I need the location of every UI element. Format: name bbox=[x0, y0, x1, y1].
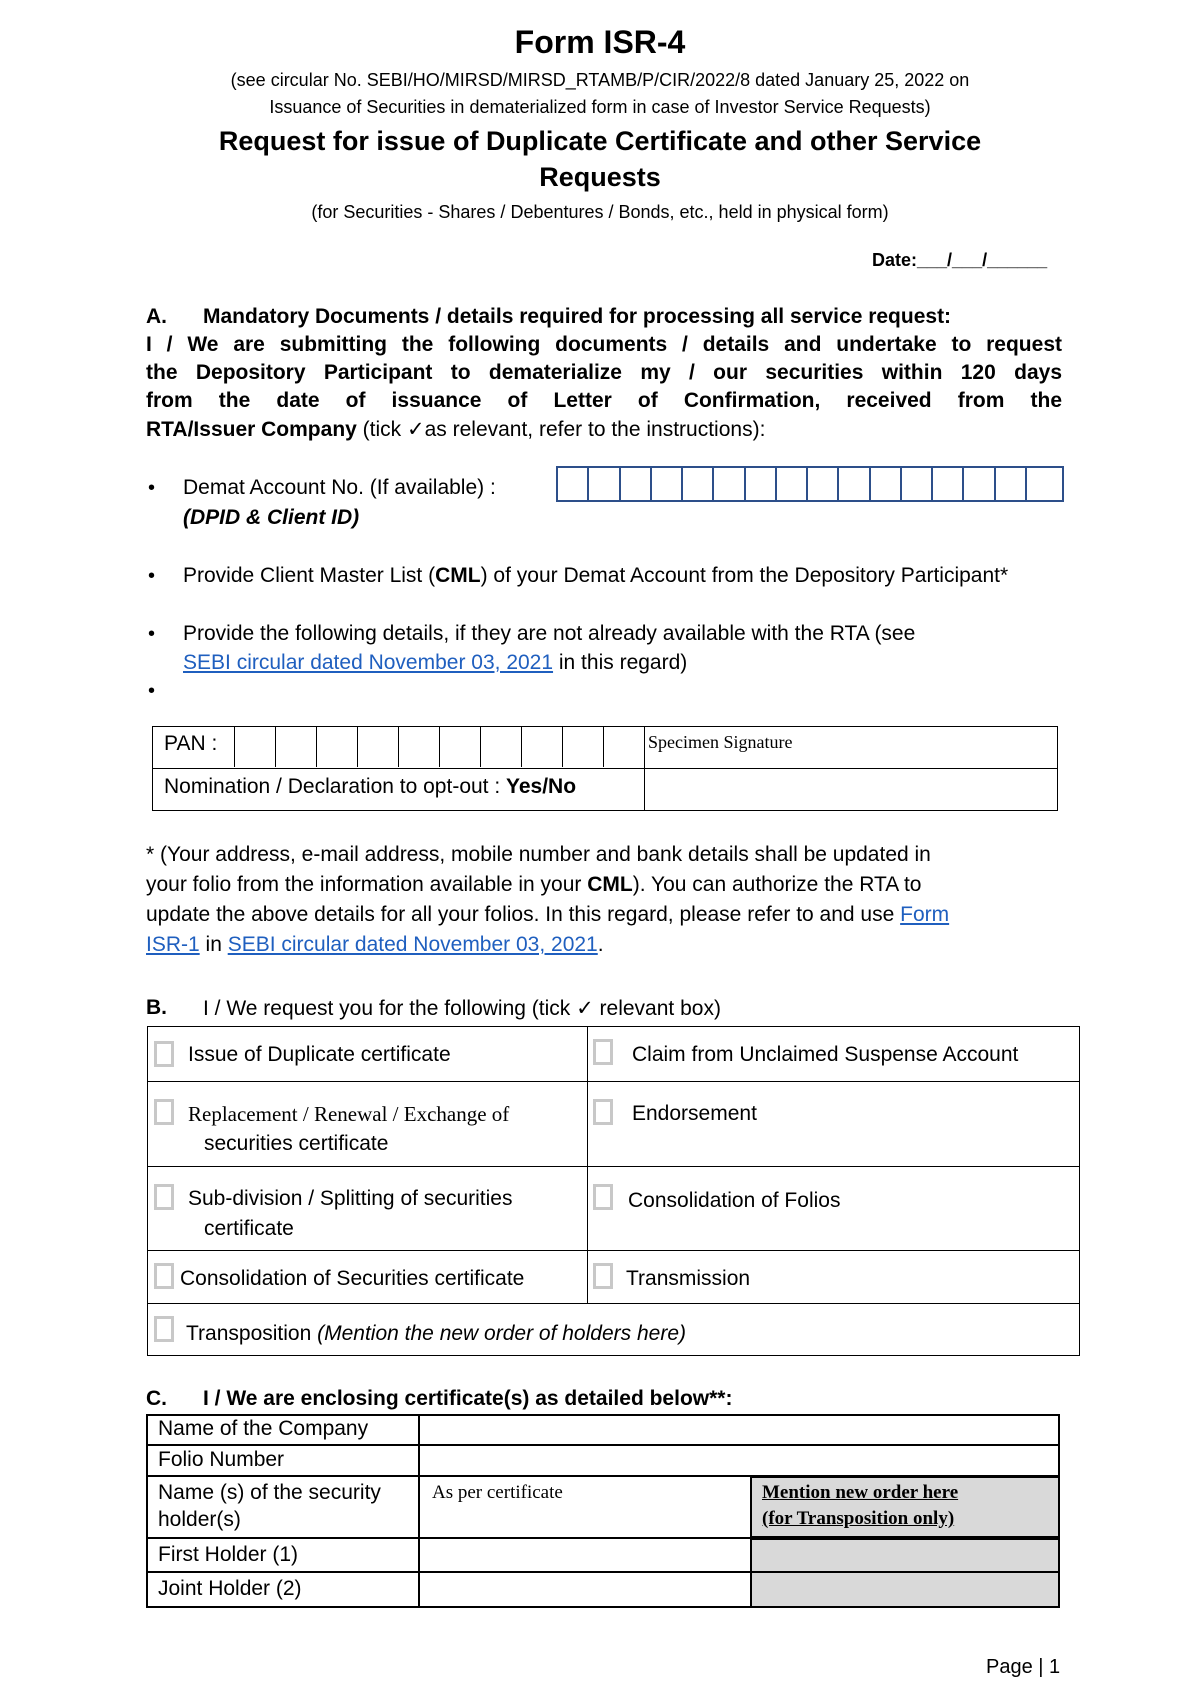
holders-label-2: holder(s) bbox=[158, 1508, 241, 1531]
holders-label-1: Name (s) of the security bbox=[158, 1481, 381, 1504]
checkbox-icon bbox=[593, 1184, 613, 1210]
endorsement-label: Endorsement bbox=[632, 1102, 757, 1125]
consolidation-certificate-label: Consolidation of Securities certificate bbox=[180, 1267, 525, 1290]
nomination-yes-no: Yes/No bbox=[506, 775, 577, 798]
isr1-link[interactable]: ISR-1 bbox=[146, 933, 200, 956]
certificate-details-table bbox=[146, 1414, 1060, 1608]
folio-number-label: Folio Number bbox=[158, 1448, 285, 1471]
pan-char-box[interactable] bbox=[439, 727, 480, 767]
checkbox-icon bbox=[154, 1184, 174, 1210]
section-a-line-4 bbox=[146, 417, 765, 442]
first-holder-label: First Holder (1) bbox=[158, 1543, 299, 1566]
transposition-field bbox=[186, 1322, 686, 1346]
mention-order-label-1: Mention new order here bbox=[762, 1482, 959, 1503]
signature-row-divider bbox=[644, 768, 1058, 769]
demat-digit-box[interactable] bbox=[933, 468, 964, 500]
note-4-mid: in bbox=[199, 933, 228, 956]
demat-digit-box[interactable] bbox=[996, 468, 1027, 500]
specimen-signature-label: Specimen Signature bbox=[648, 732, 793, 752]
bullet-dot-3: • bbox=[148, 623, 156, 645]
demat-digit-box[interactable] bbox=[839, 468, 870, 500]
company-name-label: Name of the Company bbox=[158, 1417, 369, 1440]
demat-digit-box[interactable] bbox=[714, 468, 745, 500]
nomination-field[interactable] bbox=[164, 775, 576, 799]
pan-char-box[interactable] bbox=[234, 727, 275, 767]
section-b-letter: B. bbox=[146, 996, 167, 1019]
pan-char-box[interactable] bbox=[275, 727, 316, 767]
note-line-3 bbox=[146, 903, 949, 927]
consolidation-folios-label: Consolidation of Folios bbox=[628, 1189, 841, 1212]
demat-digit-box[interactable] bbox=[558, 468, 589, 500]
cert-row-divider-2 bbox=[146, 1475, 1060, 1477]
sebi-circular-link[interactable]: SEBI circular dated November 03, 2021 bbox=[183, 651, 554, 674]
subtitle-line-1: Request for issue of Duplicate Certificate and other Service bbox=[218, 126, 982, 156]
demat-account-label: Demat Account No. (If available) : bbox=[183, 476, 496, 499]
pan-char-box[interactable] bbox=[357, 727, 398, 767]
unclaimed-checkbox[interactable] bbox=[593, 1039, 613, 1065]
subdivision-checkbox[interactable] bbox=[154, 1184, 174, 1210]
transmission-label: Transmission bbox=[626, 1267, 751, 1290]
pan-boxes[interactable] bbox=[234, 727, 644, 768]
transposition-label: Transposition bbox=[186, 1322, 318, 1345]
pan-signature-table bbox=[152, 726, 1058, 811]
checkbox-icon bbox=[154, 1099, 174, 1125]
as-per-certificate-label: As per certificate bbox=[432, 1482, 563, 1503]
demat-digit-box[interactable] bbox=[652, 468, 683, 500]
subdivision-label-1: Sub-division / Splitting of securities bbox=[188, 1187, 513, 1210]
note-2-pre: your folio from the information available in your bbox=[146, 873, 588, 896]
checkbox-icon bbox=[593, 1263, 613, 1289]
demat-account-boxes[interactable] bbox=[556, 466, 1064, 502]
duplicate-checkbox[interactable] bbox=[154, 1041, 174, 1067]
cml-post: ) of your Demat Account from the Depository Participant* bbox=[480, 564, 1009, 587]
note-3-pre: update the above details for all your folios. In this regard, please refer to and use bbox=[146, 903, 901, 926]
pan-char-box[interactable] bbox=[521, 727, 562, 767]
demat-digit-box[interactable] bbox=[621, 468, 652, 500]
endorsement-checkbox[interactable] bbox=[593, 1099, 613, 1125]
dpid-client-id-note: (DPID & Client ID) bbox=[183, 506, 360, 529]
transposition-checkbox[interactable] bbox=[154, 1316, 174, 1342]
demat-digit-box[interactable] bbox=[683, 468, 714, 500]
checkbox-icon bbox=[593, 1039, 613, 1065]
date-blank: ___/___/______ bbox=[917, 250, 1048, 270]
section-a-line-2: the Depository Participant to dematerialize my / our securities within 120 days bbox=[146, 361, 1062, 384]
section-a-letter: A. bbox=[146, 305, 167, 328]
demat-digit-box[interactable] bbox=[902, 468, 933, 500]
options-divider-2 bbox=[148, 1166, 1079, 1167]
transposition-holder-cells[interactable] bbox=[750, 1538, 1060, 1608]
replacement-label-1: Replacement / Renewal / Exchange of bbox=[188, 1102, 510, 1126]
replacement-label-2: securities certificate bbox=[204, 1132, 389, 1155]
replacement-checkbox[interactable] bbox=[154, 1099, 174, 1125]
page-number: Page | 1 bbox=[986, 1656, 1061, 1678]
checkbox-icon bbox=[593, 1099, 613, 1125]
section-a-line-3: from the date of issuance of Letter of Confirmation, received from the bbox=[146, 389, 1062, 412]
date-label: Date: bbox=[872, 250, 918, 270]
cert-col-divider-2 bbox=[750, 1476, 752, 1608]
demat-digit-box[interactable] bbox=[808, 468, 839, 500]
options-divider-1 bbox=[148, 1081, 1079, 1082]
request-options-table bbox=[147, 1026, 1080, 1356]
cml-pre: Provide Client Master List ( bbox=[183, 564, 436, 587]
note-2-post: ). You can authorize the RTA to bbox=[632, 873, 922, 896]
in-this-regard: in this regard) bbox=[553, 651, 688, 674]
section-a-line-1: I / We are submitting the following documents / details and undertake to request bbox=[146, 333, 1062, 356]
subtitle-line-2: Requests bbox=[539, 162, 661, 192]
options-divider-3 bbox=[148, 1250, 1079, 1251]
company-name-input[interactable] bbox=[420, 1416, 1058, 1444]
checkbox-icon bbox=[154, 1316, 174, 1342]
note-2-bold: CML bbox=[587, 873, 633, 896]
demat-digit-box[interactable] bbox=[871, 468, 902, 500]
circular-line-2: Issuance of Securities in dematerialized form in case of Investor Service Requests) bbox=[269, 97, 931, 117]
sebi-circular-link-2[interactable]: SEBI circular dated November 03, 2021 bbox=[227, 933, 598, 956]
consolidation-folios-checkbox[interactable] bbox=[593, 1184, 613, 1210]
demat-digit-box[interactable] bbox=[964, 468, 995, 500]
pan-char-box[interactable] bbox=[398, 727, 439, 767]
demat-digit-box[interactable] bbox=[746, 468, 777, 500]
unclaimed-label: Claim from Unclaimed Suspense Account bbox=[632, 1043, 1019, 1066]
checkbox-icon bbox=[154, 1263, 174, 1289]
options-vertical-divider bbox=[587, 1027, 588, 1303]
tick-instruction: (tick ✓as relevant, refer to the instructions): bbox=[356, 418, 766, 441]
demat-digit-box[interactable] bbox=[589, 468, 620, 500]
transposition-note: (Mention the new order of holders here) bbox=[317, 1322, 686, 1345]
pan-label: PAN : bbox=[164, 732, 218, 755]
nomination-label: Nomination / Declaration to opt-out : bbox=[164, 775, 507, 798]
note-line-2 bbox=[146, 873, 921, 897]
joint-holder-input[interactable] bbox=[420, 1573, 750, 1606]
section-c-letter: C. bbox=[146, 1387, 167, 1410]
note-line-4 bbox=[146, 933, 604, 957]
cml-bold: CML bbox=[435, 564, 481, 587]
first-holder-input[interactable] bbox=[420, 1539, 750, 1571]
pan-row-divider bbox=[152, 768, 644, 769]
circular-line-1: (see circular No. SEBI/HO/MIRSD/MIRSD_RTAMB/P/CIR/2022/8 dated January 25, 2022 on bbox=[230, 70, 970, 90]
demat-digit-box[interactable] bbox=[1027, 468, 1058, 500]
note-line-1: * (Your address, e-mail address, mobile number and bank details shall be updated in bbox=[146, 843, 931, 866]
pan-char-box[interactable] bbox=[316, 727, 357, 767]
section-c-heading: I / We are enclosing certificate(s) as detailed below**: bbox=[203, 1387, 733, 1410]
rta-issuer-label: RTA/Issuer Company bbox=[146, 418, 357, 441]
consolidation-certificate-checkbox[interactable] bbox=[154, 1263, 174, 1289]
bullet-dot-4: • bbox=[148, 680, 156, 702]
form-title: Form ISR-4 bbox=[514, 24, 686, 60]
subdivision-label-2: certificate bbox=[204, 1217, 294, 1240]
securities-note: (for Securities - Shares / Debentures / Bonds, etc., held in physical form) bbox=[311, 202, 889, 222]
pan-char-box[interactable] bbox=[603, 727, 644, 767]
section-a-heading: Mandatory Documents / details required for processing all service request: bbox=[203, 305, 952, 328]
demat-digit-box[interactable] bbox=[777, 468, 808, 500]
date-field[interactable] bbox=[872, 250, 1047, 271]
note-4-end: . bbox=[597, 933, 604, 956]
cml-instruction bbox=[183, 564, 1008, 588]
transmission-checkbox[interactable] bbox=[593, 1263, 613, 1289]
duplicate-label: Issue of Duplicate certificate bbox=[188, 1043, 451, 1066]
form-link[interactable]: Form bbox=[900, 903, 950, 926]
section-b-heading: I / We request you for the following (tick ✓ relevant box) bbox=[203, 997, 721, 1020]
bullet-dot-1: • bbox=[148, 477, 156, 499]
pan-char-box[interactable] bbox=[562, 727, 603, 767]
options-divider-4 bbox=[148, 1303, 1079, 1304]
bullet-dot-2: • bbox=[148, 565, 156, 587]
checkbox-icon bbox=[154, 1041, 174, 1067]
joint-holder-label: Joint Holder (2) bbox=[158, 1577, 302, 1600]
details-instruction-line-2 bbox=[183, 651, 687, 675]
folio-number-input[interactable] bbox=[420, 1446, 1058, 1475]
details-instruction-line-1: Provide the following details, if they are not already available with the RTA (see bbox=[183, 622, 916, 645]
mention-order-label-2: (for Transposition only) bbox=[762, 1508, 955, 1529]
pan-char-box[interactable] bbox=[480, 727, 521, 767]
